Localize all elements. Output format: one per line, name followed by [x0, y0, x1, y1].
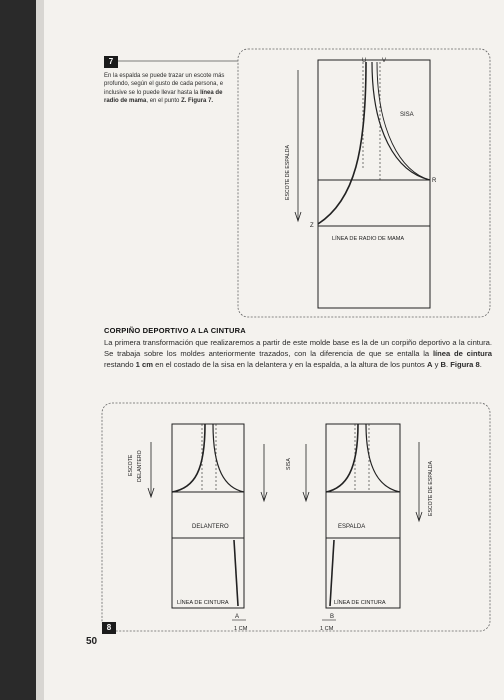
section-title: CORPIÑO DEPORTIVO A LA CINTURA — [104, 326, 246, 335]
back-armhole — [366, 424, 400, 492]
para-part: . — [445, 360, 451, 369]
label-cintura-back: LÍNEA DE CINTURA — [334, 600, 386, 606]
front-armhole — [213, 424, 244, 492]
para-bold: B — [440, 360, 446, 369]
para-part: . — [479, 360, 482, 369]
label-1cm-front: 1 CM — [234, 626, 248, 632]
label-z: Z — [310, 223, 314, 229]
para-bold: 1 cm — [135, 360, 153, 369]
para-part: y — [432, 360, 441, 369]
caption-bold: línea de radio de mama — [104, 89, 223, 104]
figure-8-frame — [102, 403, 490, 631]
figure-8-number: 8 — [102, 622, 116, 634]
caption-part: , en el punto — [146, 97, 182, 104]
figure-8-front-pattern — [148, 424, 267, 620]
page-number: 50 — [86, 636, 98, 647]
back-waist-dart — [330, 540, 334, 606]
caption-bold: Z. Figura 7. — [181, 97, 214, 104]
label-cintura-front: LÍNEA DE CINTURA — [177, 600, 229, 606]
para-bold: Figura 8 — [450, 360, 480, 369]
label-point-b: B — [330, 614, 335, 620]
label-delantero: DELANTERO — [192, 524, 229, 530]
neckline-curve — [318, 62, 366, 224]
label-delantero-escote: DELANTERO — [137, 450, 143, 482]
front-outline — [172, 424, 244, 608]
label-sisa: SISA — [400, 112, 414, 118]
label-r: R — [432, 178, 437, 184]
label-escote-espalda: ESCOTE DE ESPALDA — [285, 145, 291, 200]
para-bold: línea de cintura — [432, 349, 492, 358]
front-waist-dart — [234, 540, 238, 606]
label-sisa-8: SISA — [286, 458, 292, 470]
label-v: V — [382, 58, 387, 64]
para-part: La primera transformación que realizaremos a partir de este molde base es la de un corpiño deportivo a la cintura. Se trabaja sobre los moldes anteriormente trazados, con la diferencia de que se entalla la — [104, 338, 492, 358]
label-point-a: A — [235, 614, 240, 620]
figure-7-pattern — [295, 60, 430, 308]
caption-part: En la espalda se puede trazar un escote más profundo, según el gusto de cada persona, e inclusive se lo puede llevar hasta la — [104, 73, 225, 96]
para-part: en el costado de la sisa en la delantera y en la espalda, a la altura de los puntos — [152, 360, 427, 369]
label-escote: ESCOTE — [128, 454, 134, 476]
back-neckline — [326, 424, 358, 492]
front-neckline — [172, 424, 205, 492]
label-u: U — [362, 58, 367, 64]
label-radio-mama: LÍNEA DE RADIO DE MAMA — [332, 236, 405, 242]
para-part: restando — [104, 360, 136, 369]
section-paragraph — [104, 337, 492, 370]
label-1cm-back: 1 CM — [320, 626, 334, 632]
figure-7-frame — [238, 49, 490, 317]
back-outline — [326, 424, 400, 608]
armhole-curve — [372, 62, 430, 180]
label-espalda: ESPALDA — [338, 524, 366, 530]
figure-8-back-pattern — [303, 424, 422, 620]
label-escote-espalda-8: ESCOTE DE ESPALDA — [428, 461, 434, 516]
para-bold: A — [426, 360, 433, 369]
armhole-curve-offset — [377, 62, 430, 180]
figure-7-number: 7 — [104, 56, 118, 68]
